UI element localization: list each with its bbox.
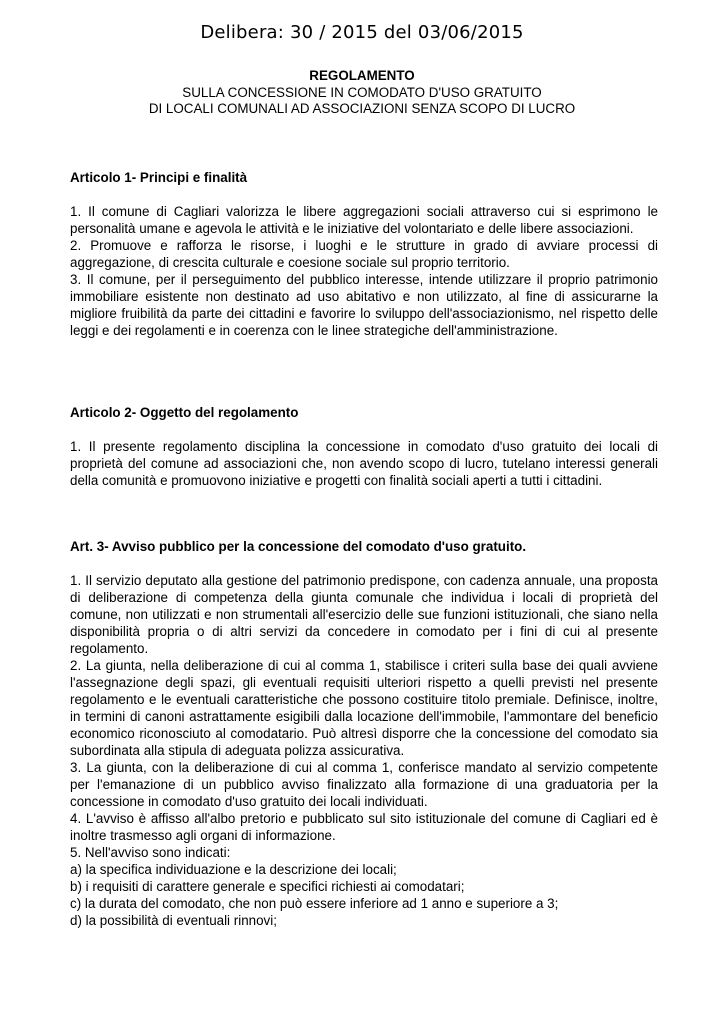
regolamento-title: REGOLAMENTO: [309, 68, 415, 83]
article-1-paragraph-2: 2. Promuove e rafforza le risorse, i luoghi e le strutture in grado di avviare processi di aggregazione, di crescita culturale e coesione sociale sul proprio territorio.: [70, 238, 658, 270]
article-3-paragraph-3: 3. La giunta, con la deliberazione di cui al comma 1, conferisce mandato al servizio competente per l'emanazione di un pubblico avviso finalizzato alla formazione di una graduatoria per la concessione in comodato d'uso gratuito dei locali individuati.: [70, 760, 658, 809]
article-3-paragraph-2: 2. La giunta, nella deliberazione di cui al comma 1, stabilisce i criteri sulla base dei quali avviene l'assegnazione degli spazi, gli eventuali requisiti ulteriori rispetto a quelli previsti nel presente regolamento e le eventuali caratteristiche che possono costituire titolo premiale. Definisce, inoltre, in termini di canoni astrattamente esigibili dalla locazione dell'immobile, l'ammontare del beneficio economico riconosciuto al comodatario. Può altresì disporre che la concessione del comodato sia subordinata alla stipula di adeguata polizza assicurativa.: [70, 658, 658, 758]
article-3-paragraph-1: 1. Il servizio deputato alla gestione del patrimonio predispone, con cadenza annuale, una proposta di deliberazione di competenza della giunta comunale che individua i locali di proprietà del comune, non utilizzati e non strumentali all'esercizio delle sue funzioni istituzionali, che siano nella disponibilità propria o di altri servizi da concedere in comodato per i fini di cui al presente regolamento.: [70, 573, 658, 656]
article-2-heading: Articolo 2- Oggetto del regolamento: [70, 405, 299, 420]
regolamento-subtitle-line-1: SULLA CONCESSIONE IN COMODATO D'USO GRATUITO: [182, 84, 542, 100]
article-2-heading-wrap: [70, 404, 658, 421]
article-3-paragraph-5: 5. Nell'avviso sono indicati:: [70, 845, 231, 860]
article-1-paragraph-1: 1. Il comune di Cagliari valorizza le libere aggregazioni sociali attraverso cui si esprimono le personalità umane e agevola le attività e le iniziative del volontariato e delle libere associazioni.: [70, 204, 658, 236]
article-2-body: [70, 438, 658, 489]
delibera-title: Delibera: 30 / 2015 del 03/06/2015: [200, 22, 524, 43]
article-3-heading: Art. 3- Avviso pubblico per la concessione del comodato d'uso gratuito.: [70, 539, 527, 554]
article-3-item-a: a) la specifica individuazione e la descrizione dei locali;: [70, 862, 397, 877]
article-1-heading-wrap: [70, 169, 658, 186]
article-3-item-d: d) la possibilità di eventuali rinnovi;: [70, 913, 277, 928]
article-3-item-c: c) la durata del comodato, che non può essere inferiore ad 1 anno e superiore a 3;: [70, 896, 559, 911]
article-3-paragraph-4: 4. L'avviso è affisso all'albo pretorio e pubblicato sul sito istituzionale del comune di Cagliari ed è inoltre trasmesso agli organi di informazione.: [70, 811, 658, 843]
article-1-paragraph-3: 3. Il comune, per il perseguimento del pubblico interesse, intende utilizzare il proprio patrimonio immobiliare esistente non destinato ad uso abitativo e non utilizzato, al fine di assicurarne la migliore fruibilità da parte dei cittadini e favorire lo sviluppo dell'associazionismo, nel rispetto delle leggi e dei regolamenti e in coerenza con le linee strategiche dell'amministrazione.: [70, 272, 658, 338]
article-1-body: [70, 203, 658, 339]
article-2-paragraph-1: 1. Il presente regolamento disciplina la concessione in comodato d'uso gratuito dei locali di proprietà del comune ad associazioni che, non avendo scopo di lucro, tutelano interessi generali della comunità e promuovono iniziative e progetti con finalità sociali aperti a tutti i cittadini.: [70, 439, 658, 488]
article-1-heading: Articolo 1- Principi e finalità: [70, 170, 248, 185]
regolamento-heading: [0, 68, 724, 118]
article-3-item-b: b) i requisiti di carattere generale e specifici richiesti ai comodatari;: [70, 879, 465, 894]
regolamento-subtitle-line-2: DI LOCALI COMUNALI AD ASSOCIAZIONI SENZA SCOPO DI LUCRO: [148, 101, 576, 116]
article-3-body: [70, 572, 658, 929]
article-3-heading-wrap: [70, 538, 658, 555]
